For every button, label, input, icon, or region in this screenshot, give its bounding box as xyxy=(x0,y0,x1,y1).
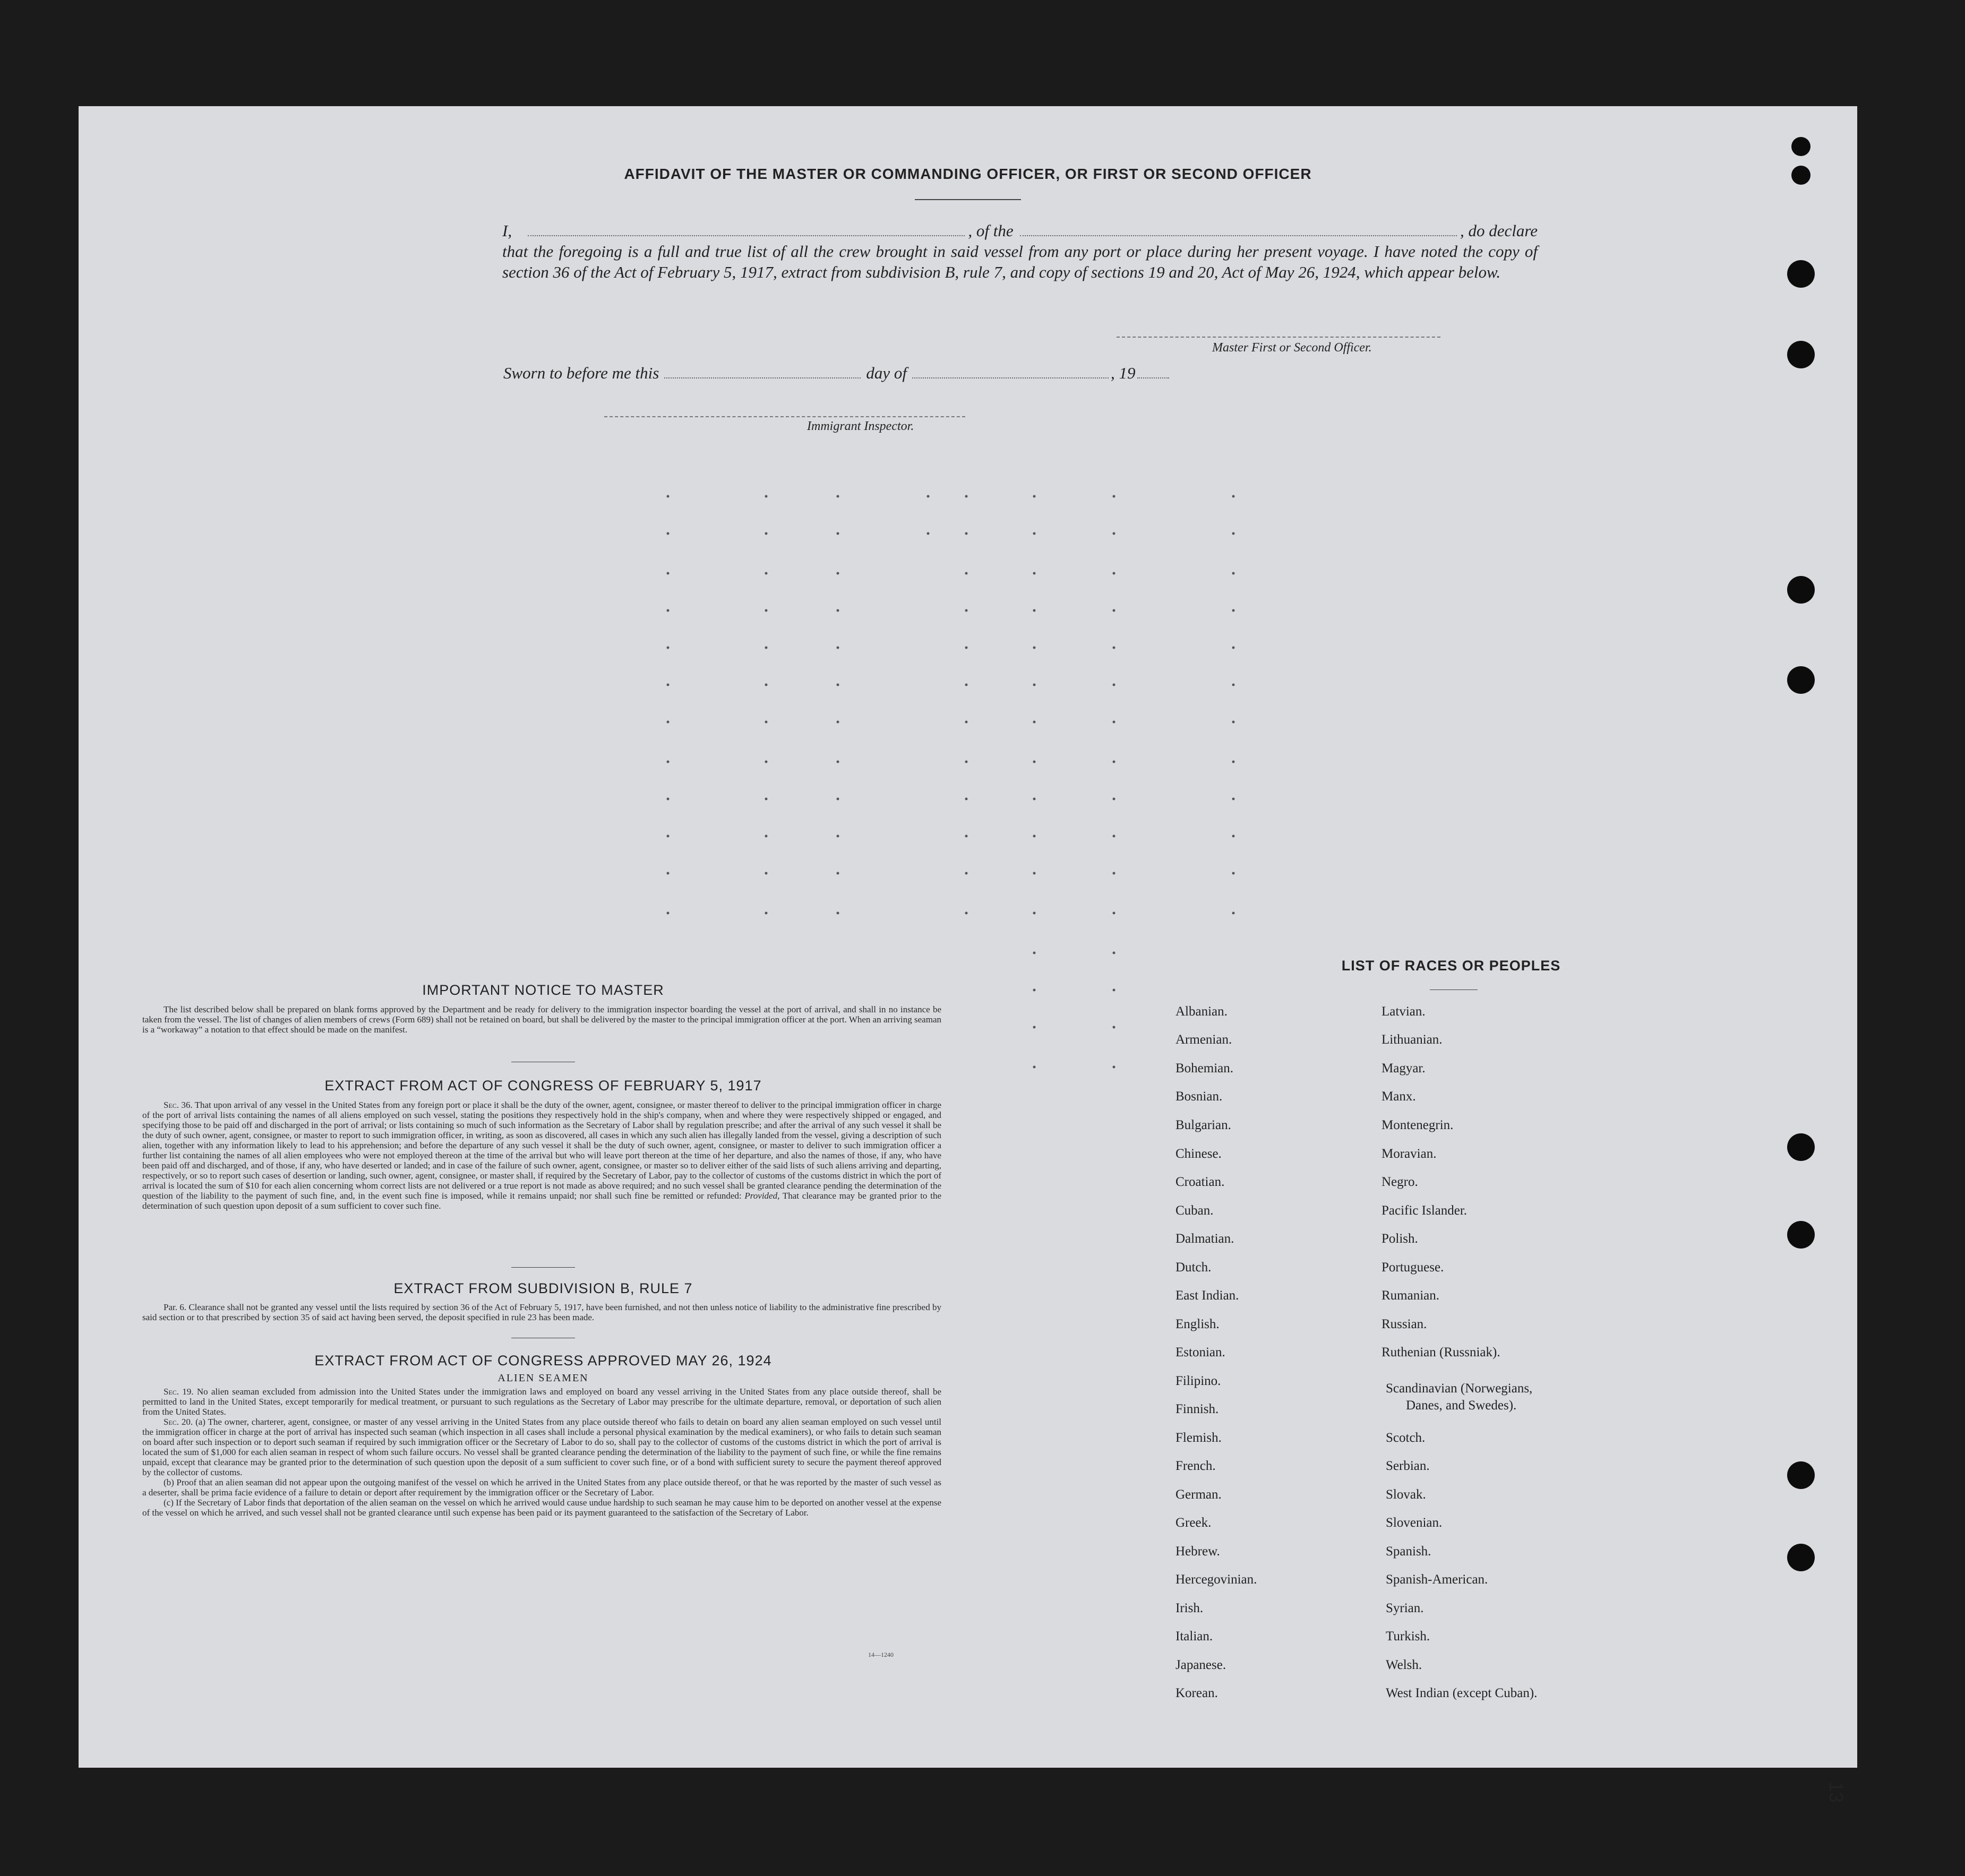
race-item: Syrian. xyxy=(1386,1601,1424,1615)
section-19-paragraph xyxy=(142,1387,941,1417)
inspector-signature-line[interactable] xyxy=(604,416,965,417)
faint-grid-dots xyxy=(79,106,1857,1768)
alien-seamen-subheading: ALIEN SEAMEN xyxy=(497,1372,589,1384)
year-prefix: , 19 xyxy=(1110,364,1136,382)
inspector-label: Immigrant Inspector. xyxy=(807,419,914,433)
affidavit-body: that the foregoing is a full and true list of all the crew brought in said vessel from any port or place during her present voyage. I have noted the copy of section 36 of the Act of February 5, 1917, extract from subdivision B, rule 7, and copy of sections 19 and 20, Act of May 26, 1924, which appear below. xyxy=(502,242,1538,281)
race-item: Dutch. xyxy=(1175,1260,1212,1275)
race-item: Russian. xyxy=(1381,1317,1427,1331)
race-item: Rumanian. xyxy=(1381,1288,1440,1303)
section-20b-paragraph: (b) Proof that an alien seaman did not appear upon the outgoing manifest of the vessel on which he arrived in the United States from any place outside thereof, or that he was reported by the master of such vessel as a deserter, shall be prima facie evidence of a failure to detain or deport after requirement by the immigration officer or the Secretary of Labor. xyxy=(142,1477,941,1498)
binder-hole xyxy=(1787,260,1815,288)
vessel-field[interactable] xyxy=(1020,222,1457,236)
race-item: Moravian. xyxy=(1381,1147,1437,1161)
race-item: Ruthenian (Russniak). xyxy=(1381,1345,1500,1359)
race-item: Finnish. xyxy=(1175,1402,1219,1416)
extract-rule7-text xyxy=(142,1302,941,1322)
race-item: Hebrew. xyxy=(1175,1544,1220,1559)
race-item: German. xyxy=(1175,1487,1222,1502)
race-item: Latvian. xyxy=(1381,1004,1426,1019)
race-item: Dalmatian. xyxy=(1175,1232,1234,1246)
sworn-month-field[interactable] xyxy=(912,365,1109,378)
binder-hole xyxy=(1787,576,1815,604)
rule7-paragraph: Par. 6. Clearance shall not be granted any vessel until the lists required by section 36 of the Act of February 5, 1917, have been furnished, and not then unless notice of liability to the administrative fine prescribed by said section or to that prescribed by section 35 of said act having been served, the deposit specified in rule 23 has been made. xyxy=(142,1302,941,1322)
section-divider xyxy=(511,1267,575,1268)
signature-line[interactable] xyxy=(1117,337,1440,338)
form-sheet xyxy=(79,106,1857,1803)
race-item: Cuban. xyxy=(1175,1203,1214,1218)
race-item: Irish. xyxy=(1175,1601,1204,1615)
sworn-year-field[interactable] xyxy=(1137,365,1169,378)
extract-1924-heading: EXTRACT FROM ACT OF CONGRESS APPROVED MAY 26, 1924 xyxy=(314,1353,772,1369)
race-item: Danes, and Swedes). xyxy=(1406,1398,1517,1413)
section-36-text-end: That clearance may be granted prior to the determination of such question upon deposit of a sum sufficient to cover such fine. xyxy=(142,1191,941,1211)
race-item: Filipino. xyxy=(1175,1374,1221,1388)
race-item: Negro. xyxy=(1381,1175,1418,1189)
section-label: Sec. 36. xyxy=(164,1100,193,1110)
race-item: Japanese. xyxy=(1175,1658,1226,1672)
race-item: Croatian. xyxy=(1175,1175,1225,1189)
section-20a-text: (a) The owner, charterer, agent, consignee, or master of any vessel arriving in the United States from any place outside thereof who fails to detain on board any alien seaman employed on such vessel until the immigration officer in charge at the port of arrival has inspected such seaman (which inspection in all cases shall include a personal physical examination by the medical examiners), or who fails to detain such seaman on board after such inspection or to deport such seaman if required by such immigration officer or the Secretary of Labor to do so, shall pay to the collector of customs of the customs district in which the port of arrival is located the sum of $1,000 for each alien seaman in respect of whom such failure occurs. No vessel shall be granted clearance pending the determination of the liability to the payment of such fine, or while the fine remains unpaid, except that clearance may be granted prior to the determination of such question upon the deposit of a sum sufficient to cover such fine, or of a bond with sufficient surety to secure the payment thereof approved by the collector of customs. xyxy=(142,1417,942,1477)
race-item: Estonian. xyxy=(1175,1345,1225,1359)
race-item: Magyar. xyxy=(1381,1061,1426,1075)
section-36-paragraph xyxy=(142,1100,941,1211)
races-underline xyxy=(1430,989,1478,990)
race-item: Korean. xyxy=(1175,1686,1218,1700)
race-item: Polish. xyxy=(1381,1232,1418,1246)
section-20c-paragraph: (c) If the Secretary of Labor finds that deportation of the alien seaman on the vessel on which he arrived would cause undue hardship to such seaman he may cause him to be deported on another vessel at the expense of the vessel on which he arrived, and such vessel shall not be granted clearance until such expense has been paid or its payment guaranteed to the satisfaction of the Secretary of Labor. xyxy=(142,1498,941,1518)
section-label: Sec. 19. xyxy=(164,1387,194,1397)
binder-hole xyxy=(1791,137,1810,156)
race-item: Welsh. xyxy=(1386,1658,1422,1672)
race-item: Bulgarian. xyxy=(1175,1118,1231,1132)
binder-hole xyxy=(1787,1221,1815,1249)
name-field[interactable] xyxy=(528,222,965,236)
race-item: Spanish. xyxy=(1386,1544,1431,1559)
race-item: Turkish. xyxy=(1386,1629,1430,1643)
binder-hole xyxy=(1787,341,1815,368)
affidavit-i: I, xyxy=(502,221,512,240)
race-item: West Indian (except Cuban). xyxy=(1386,1686,1538,1700)
sworn-prefix: Sworn to before me this xyxy=(503,364,659,382)
race-item: Serbian. xyxy=(1386,1459,1430,1473)
affidavit-title: AFFIDAVIT OF THE MASTER OR COMMANDING OFFICER, OR FIRST OR SECOND OFFICER xyxy=(624,166,1312,182)
race-item: Chinese. xyxy=(1175,1147,1222,1161)
binder-hole xyxy=(1787,1133,1815,1161)
race-item: Bosnian. xyxy=(1175,1089,1223,1104)
binder-hole xyxy=(1787,1544,1815,1571)
binder-hole xyxy=(1787,1461,1815,1489)
affidavit-text xyxy=(502,220,1538,282)
race-item: Slovenian. xyxy=(1386,1516,1443,1530)
race-item: English. xyxy=(1175,1317,1220,1331)
race-item: Greek. xyxy=(1175,1516,1212,1530)
race-item: Scandinavian (Norwegians, xyxy=(1386,1381,1533,1396)
do-declare-label: , do declare xyxy=(1460,221,1538,240)
sworn-day-field[interactable] xyxy=(664,365,861,378)
section-19-text: No alien seaman excluded from admission into the United States under the immigration laws and employed on board any vessel arriving in the United States from any place outside thereof, shall be permitted to land in the United States, except temporarily for medical treatment, or pursuant to such regulations as the Secretary of Labor may prescribe for the ultimate departure, removal, or deportation of such alien from the United States. xyxy=(142,1387,942,1417)
race-item: East Indian. xyxy=(1175,1288,1239,1303)
race-item: Albanian. xyxy=(1175,1004,1228,1019)
race-item: Spanish-American. xyxy=(1386,1572,1488,1587)
race-item: Italian. xyxy=(1175,1629,1213,1643)
title-underline xyxy=(915,199,1021,200)
section-label: Sec. 20. xyxy=(164,1417,193,1427)
race-item: Slovak. xyxy=(1386,1487,1426,1502)
signature-label: Master First or Second Officer. xyxy=(1212,341,1372,355)
race-item: Flemish. xyxy=(1175,1431,1222,1445)
page-number: 13 xyxy=(1825,1781,1848,1803)
notice-text xyxy=(142,1004,941,1035)
of-the-label: , of the xyxy=(968,221,1014,240)
sworn-line xyxy=(503,364,1220,383)
notice-paragraph: The list described below shall be prepared on blank forms approved by the Department and be ready for delivery to the immigration inspector boarding the vessel at the port of arrival, and shall in no instance be taken from the vessel. The list of changes of alien members of crews (Form 689) shall not be retained on board, but shall be delivered by the master to the principal immigration officer at the port. When an arriving seaman is a “workaway” a notation to that effect should be made on the manifest. xyxy=(142,1004,941,1035)
race-item: Armenian. xyxy=(1175,1032,1232,1047)
race-item: French. xyxy=(1175,1459,1216,1473)
extract-1924-text xyxy=(142,1387,941,1518)
race-item: Manx. xyxy=(1381,1089,1416,1104)
extract-rule7-heading: EXTRACT FROM SUBDIVISION B, RULE 7 xyxy=(393,1280,693,1296)
race-item: Bohemian. xyxy=(1175,1061,1234,1075)
day-of-label: day of xyxy=(866,364,907,382)
extract-1917-text xyxy=(142,1100,941,1211)
race-item: Portuguese. xyxy=(1381,1260,1444,1275)
provided-word: Provided, xyxy=(744,1191,780,1201)
race-item: Pacific Islander. xyxy=(1381,1203,1468,1218)
race-item: Hercegovinian. xyxy=(1175,1572,1257,1587)
section-36-text: That upon arrival of any vessel in the United States from any foreign port or place it shall be the duty of the owner, agent, consignee, or master thereof to deliver to the principal immigration officer in charge of the port of arrival lists containing the names of all aliens employed on such vessel, stating the positions they respectively hold in the ship's company, when and where they were respectively shipped or engaged, and specifying those to be paid off and discharged in the port of arrival; or lists containing so much of such information as the Secretary of Labor shall by regulation prescribe; and after the arrival of any such vessel it shall be the duty of such owner, agent, consignee, or master to report to such immigration officer, in writing, as soon as discovered, all cases in which any such alien has illegally landed from the vessel, giving a description of such alien, together with any information likely to lead to his apprehension; and before the departure of any such vessel it shall be the duty of such owner, agent, consignee, or master to deliver to such immigration officer a further list containing the names of all alien employees who were not employed thereon at the time of the arrival but who will leave port thereon at the time of her departure, and also the names of those, if any, who have been paid off and discharged, and of those, if any, who have deserted or landed; and in case of the failure of such owner, agent, consignee, or master so to deliver either of the said lists of such aliens arriving and departing, respectively, or so to report such cases of desertion or landing, such owner, agent, consignee, or master shall, if required by the Secretary of Labor, pay to the collector of customs of the customs district in which the port of arrival is located the sum of $10 for each alien concerning whom correct lists are not delivered or a true report is not made as above required; and no such vessel shall be granted clearance pending the determination of the question of the liability to the payment of such fine, and, in the event such fine is imposed, while it remains unpaid; nor shall such fine be remitted or refunded: xyxy=(142,1100,941,1201)
section-20a-paragraph xyxy=(142,1417,941,1477)
races-heading: LIST OF RACES OR PEOPLES xyxy=(1341,958,1561,974)
form-number: 14—1240 xyxy=(868,1651,894,1658)
notice-heading: IMPORTANT NOTICE TO MASTER xyxy=(422,982,664,998)
race-item: Montenegrin. xyxy=(1381,1118,1454,1132)
binder-hole xyxy=(1787,666,1815,694)
race-item: Lithuanian. xyxy=(1381,1032,1443,1047)
extract-1917-heading: EXTRACT FROM ACT OF CONGRESS OF FEBRUARY 5, 1917 xyxy=(324,1078,762,1094)
race-item: Scotch. xyxy=(1386,1431,1426,1445)
